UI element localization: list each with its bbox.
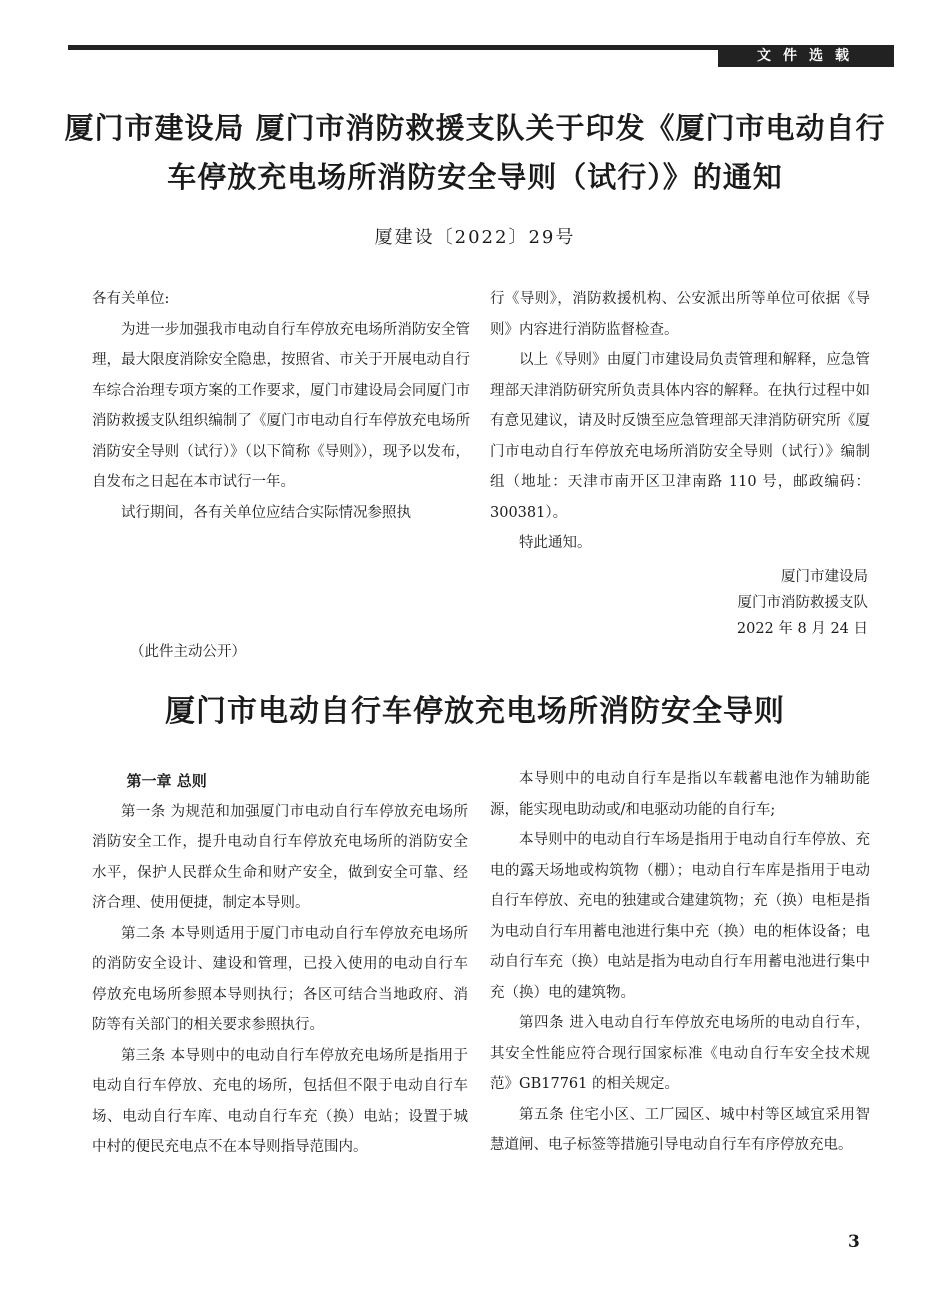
notice-paragraph: 以上《导则》由厦门市建设局负责管理和解释，应急管理部天津消防研究所负责具体内容的解释。在执行过程中如有意见建议，请及时反馈至应急管理部天津消防研究所《厦门市电动自行车停放充电场所消防安全导则（试行）》编制组（地址：天津市南开区卫津南路 110 号，邮政编码：300381）。 xyxy=(490,352,870,521)
issuer-fire-brigade: 厦门市消防救援支队 xyxy=(737,595,868,611)
article-paragraph: 第一条 为规范和加强厦门市电动自行车停放充电场所消防安全工作，提升电动自行车停放充电场所的消防安全水平，保护人民群众生命和财产安全，做到安全可靠、经济合理、使用便捷，制定本导则。 xyxy=(92,803,468,911)
article-paragraph: 第五条 住宅小区、工厂园区、城中村等区域宜采用智慧道闸、电子标签等措施引导电动自行车有序停放充电。 xyxy=(490,1106,870,1153)
document-number: 厦建设〔2022〕29号 xyxy=(374,227,576,248)
issue-date: 2022 年 8 月 24 日 xyxy=(736,621,868,637)
article-paragraph: 第四条 进入电动自行车停放充电场所的电动自行车，其安全性能应符合现行国家标准《电动自行车安全技术规范》GB17761 的相关规定。 xyxy=(490,1015,870,1092)
notice-title: 厦门市建设局 厦门市消防救援支队关于印发《厦门市电动自行车停放充电场所消防安全导则（试行）》的通知 xyxy=(64,111,886,194)
article-paragraph: 本导则中的电动自行车是指以车载蓄电池作为辅助能源，能实现电助动或/和电驱动功能的自行车; xyxy=(490,771,870,818)
article-paragraph: 第三条 本导则中的电动自行车停放充电场所是指用于电动自行车停放、充电的场所，包括但不限于电动自行车场、电动自行车库、电动自行车充（换）电站；设置于城中村的便民充电点不在本导则指导范围内。 xyxy=(92,1047,468,1155)
notice-closing: 特此通知。 xyxy=(519,535,592,551)
guide-right-column xyxy=(490,764,870,1161)
public-disclosure-note: （此件主动公开） xyxy=(130,644,246,660)
notice-salutation: 各有关单位: xyxy=(92,291,170,307)
notice-paragraph: 试行期间，各有关单位应结合实际情况参照执 xyxy=(121,504,411,521)
guide-title: 厦门市电动自行车停放充电场所消防安全导则 xyxy=(165,694,785,729)
guide-left-column xyxy=(92,766,468,1163)
header-rule xyxy=(68,45,718,50)
notice-paragraph: 行《导则》，消防救援机构、公安派出所等单位可依据《导则》内容进行消防监督检查。 xyxy=(490,291,870,338)
notice-right-column xyxy=(490,284,870,559)
notice-paragraph: 为进一步加强我市电动自行车停放充电场所消防安全管理，最大限度消除安全隐患，按照省、市关于开展电动自行车综合治理专项方案的工作要求，厦门市建设局会同厦门市消防救援支队组织编制了《厦门市电动自行车停放充电场所消防安全导则（试行）》（以下简称《导则》），现予以发布，自发布之日起在本市试行一年。 xyxy=(92,321,470,490)
article-paragraph: 第二条 本导则适用于厦门市电动自行车停放充电场所的消防安全设计、建设和管理，已投入使用的电动自行车停放充电场所参照本导则执行；各区可结合当地政府、消防等有关部门的相关要求参照执行。 xyxy=(92,925,468,1033)
signature-block xyxy=(737,564,868,642)
section-label: 文件选载 xyxy=(718,45,894,67)
notice-left-column xyxy=(92,284,470,528)
page-number: 3 xyxy=(848,1232,860,1252)
issuer-construction-bureau: 厦门市建设局 xyxy=(781,569,868,585)
chapter-heading: 第一章 总则 xyxy=(126,772,207,790)
article-paragraph: 本导则中的电动自行车场是指用于电动自行车停放、充电的露天场地或构筑物（棚）；电动自行车库是指用于电动自行车停放、充电的独建或合建建筑物；充（换）电柜是指为电动自行车用蓄电池进行集中充（换）电的柜体设备；电动自行车充（换）电站是指为电动自行车用蓄电池进行集中充（换）电的建筑物。 xyxy=(490,832,870,1001)
